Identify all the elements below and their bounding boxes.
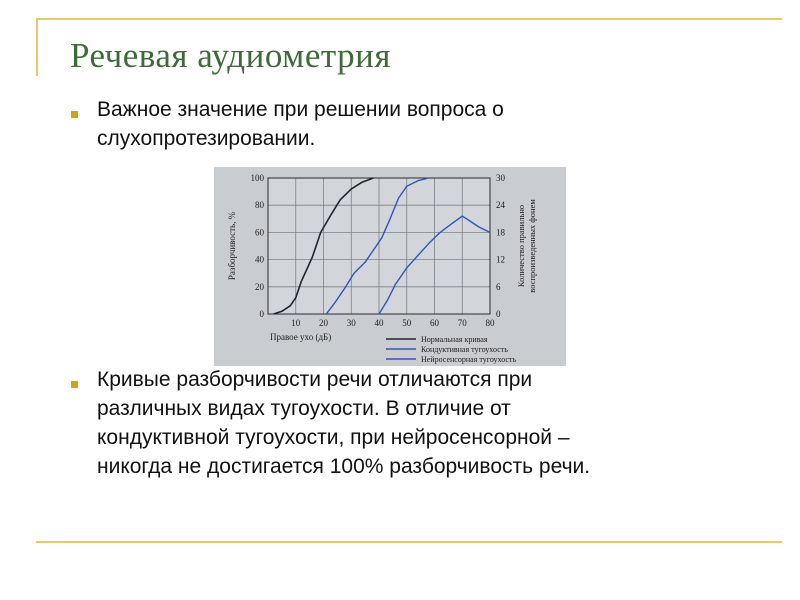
left-rule	[36, 18, 38, 76]
y-tick-label-right: 30	[496, 173, 505, 183]
y-tick-label-right: 12	[496, 254, 505, 265]
y-tick-label-left: 100	[250, 173, 264, 183]
bullet-marker-1	[71, 111, 78, 118]
x-tick-label: 70	[457, 318, 467, 328]
y-tick-label-right: 6	[496, 281, 501, 292]
x-tick-label: 30	[346, 318, 356, 328]
y-axis-label-right-1: Количество правильно	[516, 204, 526, 288]
y-tick-label-right: 18	[496, 227, 505, 238]
y-tick-label-left: 80	[255, 200, 264, 211]
legend-label-1: Нормальная кривая	[421, 335, 488, 344]
bullet-marker-2	[71, 381, 78, 388]
x-tick-label: 20	[319, 318, 328, 328]
y-tick-label-left: 20	[255, 281, 264, 292]
y-tick-label-left: 60	[255, 227, 264, 238]
legend-label-2: Кондуктивная тугоухость	[421, 345, 508, 354]
bottom-rule	[36, 541, 782, 543]
x-tick-label: 50	[402, 318, 412, 328]
bullet-2-line-4: никогда не достигается 100% разборчивость речи.	[97, 455, 591, 478]
y-tick-label-left: 0	[259, 309, 264, 319]
bullet-1	[97, 95, 504, 153]
x-axis-label: Правое ухо (дБ)	[270, 332, 332, 342]
slide-title: Речевая аудиометрия	[70, 36, 391, 75]
x-tick-label: 40	[374, 318, 384, 328]
y-axis-label-right-2: воспроизведенных фонем	[527, 199, 537, 293]
x-tick-label: 80	[485, 318, 495, 328]
legend-label-3: Нейросенсорная тугоухость	[421, 355, 517, 364]
bullet-2-line-1: Кривые разборчивости речи отличаются при	[97, 368, 533, 391]
speech-intelligibility-chart	[214, 167, 566, 366]
speech-audiogram-figure	[214, 167, 566, 366]
bullet-1-line-1: Важное значение при решении вопроса о	[97, 98, 504, 121]
bullet-2	[97, 365, 590, 481]
bullet-2-line-3: кондуктивной тугоухости, при нейросенсорной –	[97, 426, 570, 449]
y-tick-label-left: 40	[255, 254, 264, 265]
bullet-1-line-2: слухопротезировании.	[97, 127, 316, 150]
top-rule	[36, 18, 782, 20]
x-tick-label: 60	[430, 318, 439, 328]
x-tick-label: 10	[291, 318, 301, 328]
y-axis-label-left: Разборчивость, %	[227, 211, 237, 281]
bullet-2-line-2: различных видах тугоухости. В отличие от	[97, 397, 511, 420]
y-tick-label-right: 0	[496, 309, 501, 319]
y-tick-label-right: 24	[496, 200, 505, 211]
